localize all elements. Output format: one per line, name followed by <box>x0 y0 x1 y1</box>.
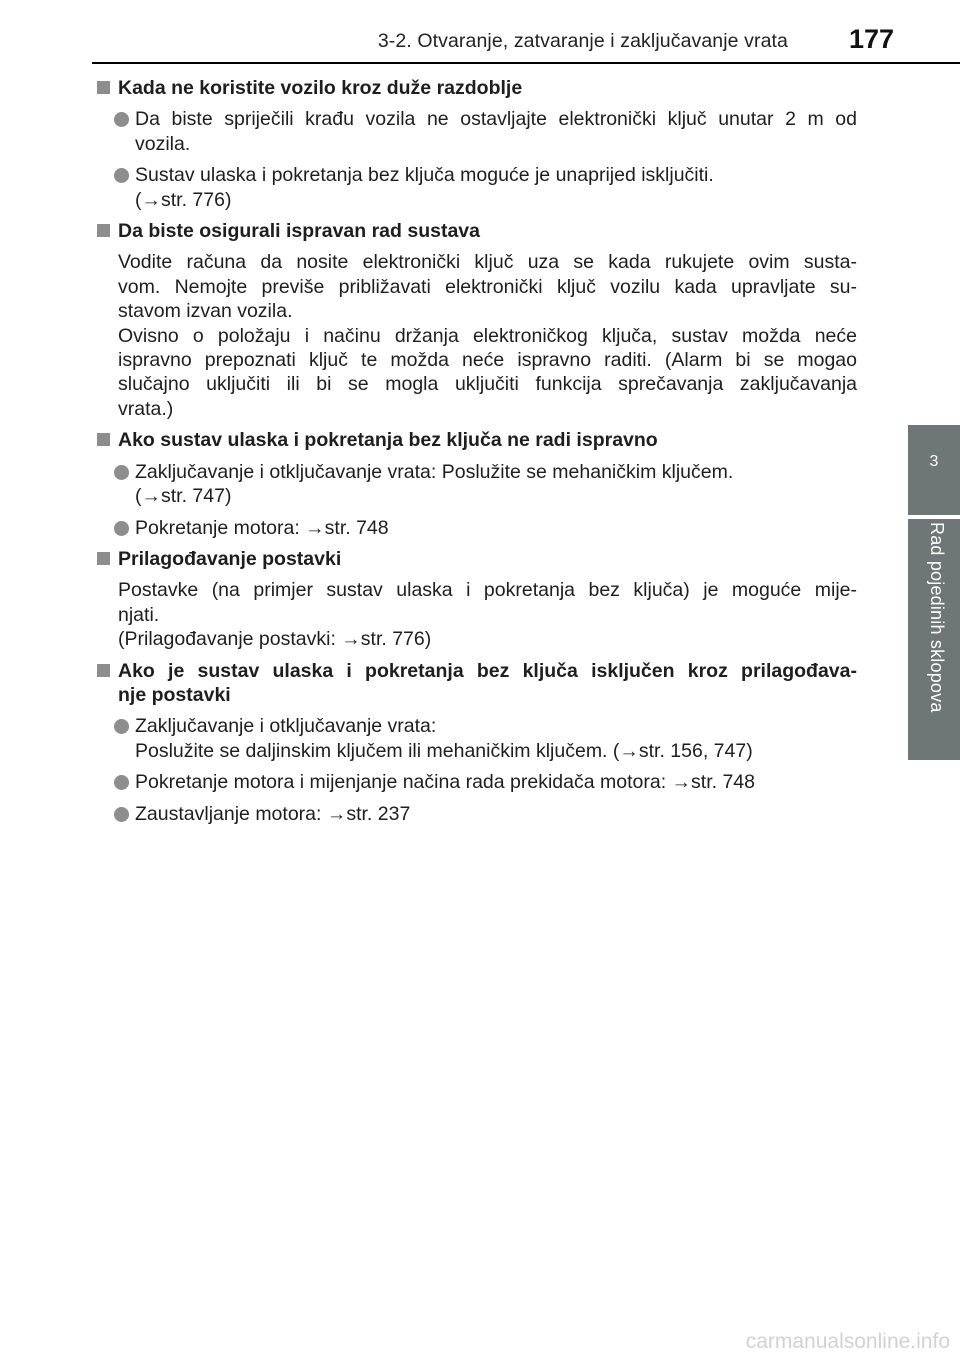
list-item: Zaključavanje i otključavanje vrata: Poslužite se daljinskim ključem ili mehaničkim ključem. (→str. 156, 747) <box>97 714 857 763</box>
circle-bullet-icon <box>114 807 129 822</box>
chapter-section-title: 3-2. Otvaranje, zatvaranje i zaključavanje vrata <box>377 30 788 52</box>
list-item: Pokretanje motora i mijenjanje načina rada prekidača motora: →str. 748 <box>97 770 857 794</box>
circle-bullet-icon <box>114 775 129 790</box>
section-malfunction <box>97 428 857 540</box>
circle-bullet-icon <box>114 719 129 734</box>
section-heading: Kada ne koristite vozilo kroz duže razdoblje <box>97 76 857 100</box>
square-bullet-icon <box>97 433 110 446</box>
list-item: Pokretanje motora: →str. 748 <box>97 516 857 540</box>
chapter-number: 3 <box>929 453 939 470</box>
chapter-title: Rad pojedinih sklopova <box>927 522 947 713</box>
list-item: Zaključavanje i otključavanje vrata: Poslužite se mehaničkim ključem. (→str. 747) <box>97 460 857 509</box>
square-bullet-icon <box>97 224 110 237</box>
manual-content <box>97 76 857 833</box>
page-reference-link[interactable]: (Prilagođavanje postavki: →str. 776) <box>118 628 432 651</box>
square-bullet-icon <box>97 664 110 677</box>
square-bullet-icon <box>97 552 110 565</box>
section-heading: Ako sustav ulaska i pokretanja bez ključa ne radi ispravno <box>97 428 857 452</box>
square-bullet-icon <box>97 81 110 94</box>
section-customization <box>97 547 857 652</box>
section-heading: Da biste osigurali ispravan rad sustava <box>97 219 857 243</box>
page-reference-link[interactable]: (→str. 776) <box>135 188 232 211</box>
circle-bullet-icon <box>114 112 129 127</box>
section-heading: Ako je sustav ulaska i pokretanja bez ključa isključen kroz prilagođava- nje postavki <box>97 659 857 708</box>
section-heading: Prilagođavanje postavki <box>97 547 857 571</box>
circle-bullet-icon <box>114 465 129 480</box>
header-divider <box>92 62 960 64</box>
paragraph: Vodite računa da nosite elektronički ključ uza se kada rukujete ovim susta- vom. Nemojte previše približavati elektronički ključ vozilu kada upravljate su- stavom izvan vozila. Ovisno o položaju i načinu držanja elektroničkog ključa, sustav možda neće ispravno prepoznati ključ te možda neće ispravno raditi. (Alarm bi se mogao slučajno uključiti ili bi se mogla uključiti funkcija sprečavanja zaključavanja vrata.) <box>118 251 857 420</box>
section-long-term-storage <box>97 76 857 212</box>
section-proper-operation <box>97 219 857 421</box>
circle-bullet-icon <box>114 168 129 183</box>
section-disabled-by-customization <box>97 659 857 826</box>
list-item: Sustav ulaska i pokretanja bez ključa moguće je unaprijed isključiti. (→str. 776) <box>97 163 857 212</box>
watermark-url: carmanualsonline.info <box>745 1330 950 1353</box>
circle-bullet-icon <box>114 521 129 536</box>
page-number: 177 <box>848 24 894 54</box>
paragraph: Postavke (na primjer sustav ulaska i pokretanja bez ključa) je moguće mije- njati. (Prilagođavanje postavki: →str. 776) <box>118 579 857 651</box>
page-header <box>0 0 960 66</box>
list-item: Zaustavljanje motora: →str. 237 <box>97 802 857 826</box>
page-reference-link[interactable]: (→str. 747) <box>135 485 232 508</box>
list-item: Da biste spriječili krađu vozila ne ostavljajte elektronički ključ unutar 2 m od vozila. <box>97 107 857 156</box>
chapter-tab[interactable] <box>908 425 960 515</box>
